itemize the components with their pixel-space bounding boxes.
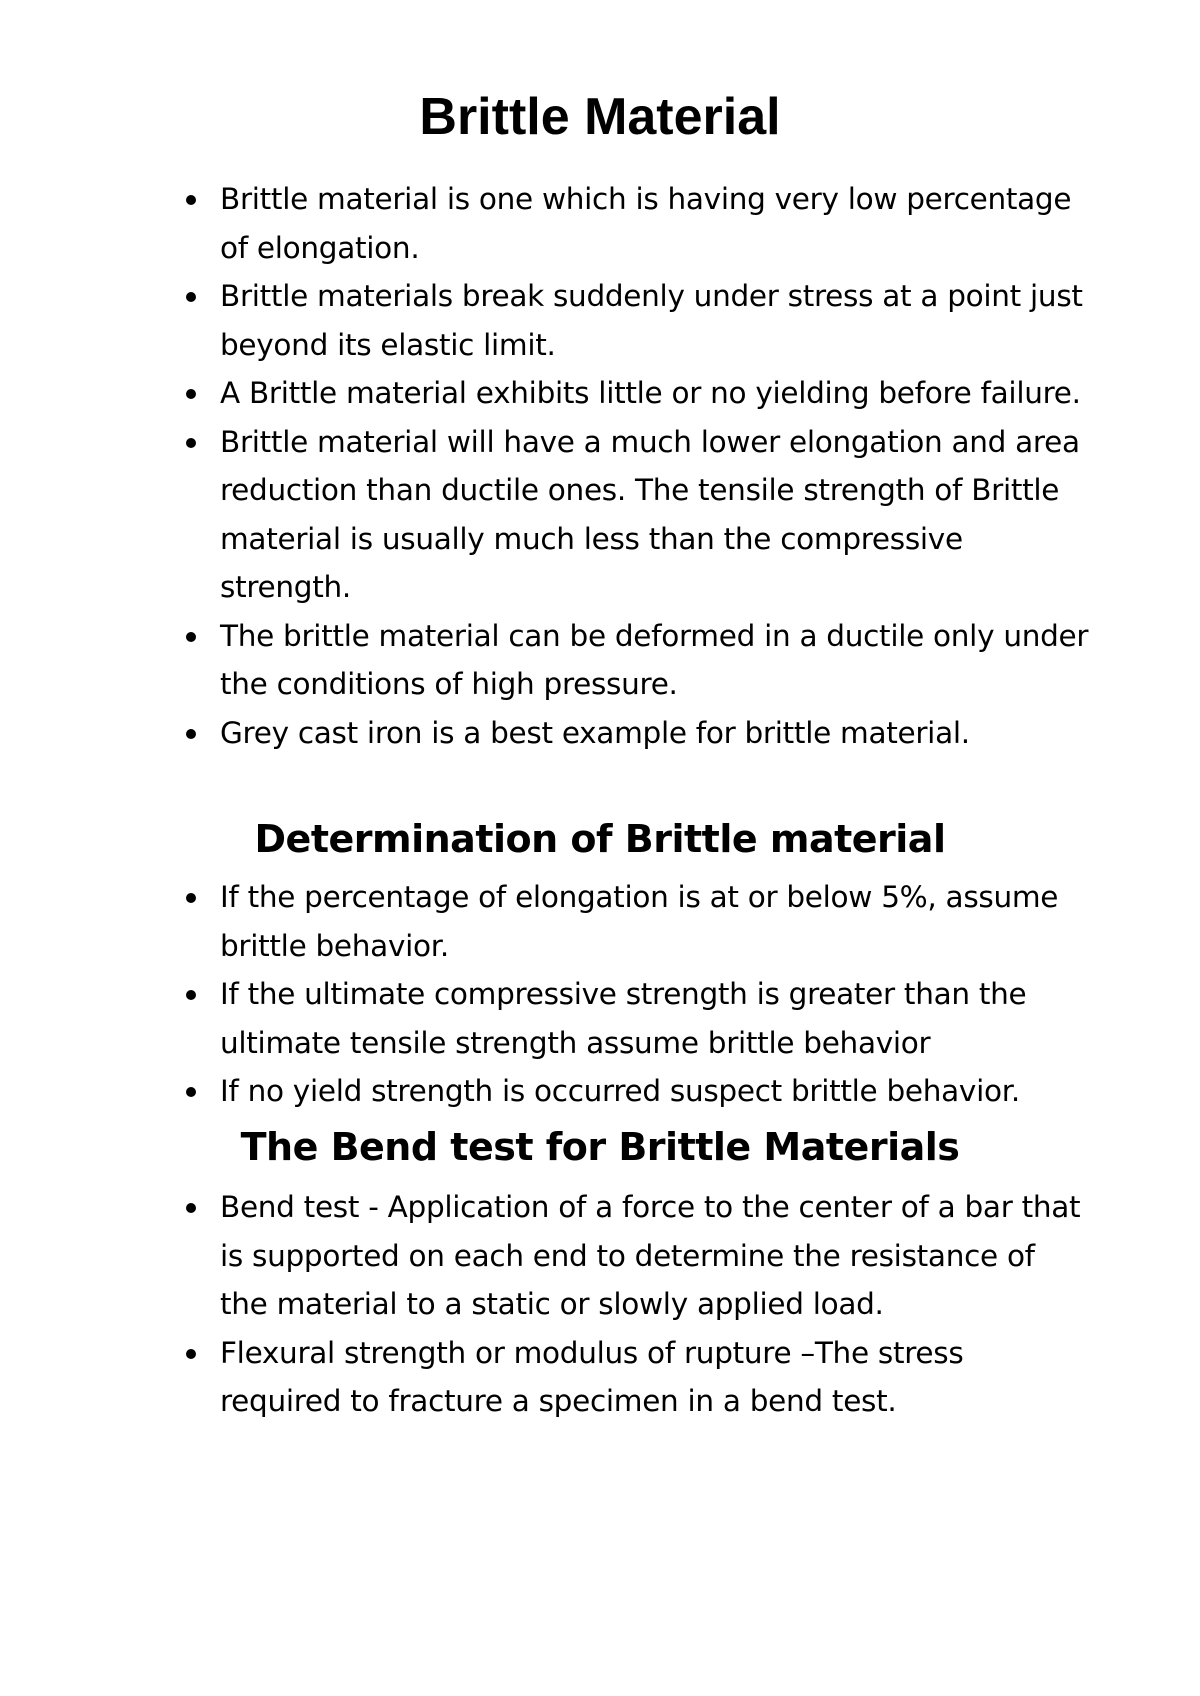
list-item — [0, 1329, 1090, 1426]
list-item-text: If the ultimate compressive strength is greater than the ultimate tensile strength assume brittle behavior — [220, 977, 1027, 1060]
list-item — [0, 175, 1090, 272]
bullet-icon — [186, 1087, 196, 1097]
bullet-icon — [186, 438, 196, 448]
bullet-icon — [186, 990, 196, 1000]
bullet-icon — [186, 1349, 196, 1359]
bullet-icon — [186, 1203, 196, 1213]
list-item-text: Bend test - Application of a force to the center of a bar that is supported on each end to determine the resistance of the material to a static or slowly applied load. — [220, 1190, 1081, 1321]
bullet-icon — [186, 195, 196, 205]
bend-test-list — [0, 1183, 1200, 1426]
section-heading-bend-test: The Bend test for Brittle Materials — [240, 1125, 960, 1169]
list-item-text: Grey cast iron is a best example for brittle material. — [220, 715, 970, 750]
list-item — [0, 970, 1090, 1067]
list-item-text: Brittle materials break suddenly under stress at a point just beyond its elastic limit. — [220, 279, 1083, 362]
bullet-icon — [186, 729, 196, 739]
list-item — [0, 873, 1090, 970]
bullet-icon — [186, 632, 196, 642]
list-item — [0, 272, 1090, 369]
list-item-text: If the percentage of elongation is at or below 5%, assume brittle behavior. — [220, 880, 1059, 963]
list-item — [0, 369, 1090, 418]
list-item-text: A Brittle material exhibits little or no yielding before failure. — [220, 376, 1081, 410]
bullet-icon — [186, 389, 196, 399]
bullet-icon — [186, 292, 196, 302]
page-title: Brittle Material — [419, 88, 781, 146]
bullet-icon — [186, 893, 196, 903]
list-item — [0, 418, 1090, 612]
list-item-text: Flexural strength or modulus of rupture –The stress required to fracture a specimen in a bend test. — [220, 1335, 964, 1418]
determination-list — [0, 873, 1200, 1116]
list-item-text: The brittle material can be deformed in a ductile only under the conditions of high pressure. — [220, 618, 1089, 701]
list-item — [0, 612, 1090, 709]
list-item-text: Brittle material is one which is having very low percentage of elongation. — [220, 182, 1072, 265]
list-item — [0, 1067, 1090, 1116]
list-item — [0, 709, 1090, 758]
list-item-text: Brittle material will have a much lower elongation and area reduction than ductile ones. The tensile strength of Brittle material is usually much less than the compressive strength. — [220, 424, 1080, 604]
list-item-text: If no yield strength is occurred suspect brittle behavior. — [220, 1074, 1020, 1108]
list-item — [0, 1183, 1090, 1329]
section-heading-determination: Determination of Brittle material — [254, 817, 946, 861]
brittle-material-list — [0, 175, 1200, 757]
